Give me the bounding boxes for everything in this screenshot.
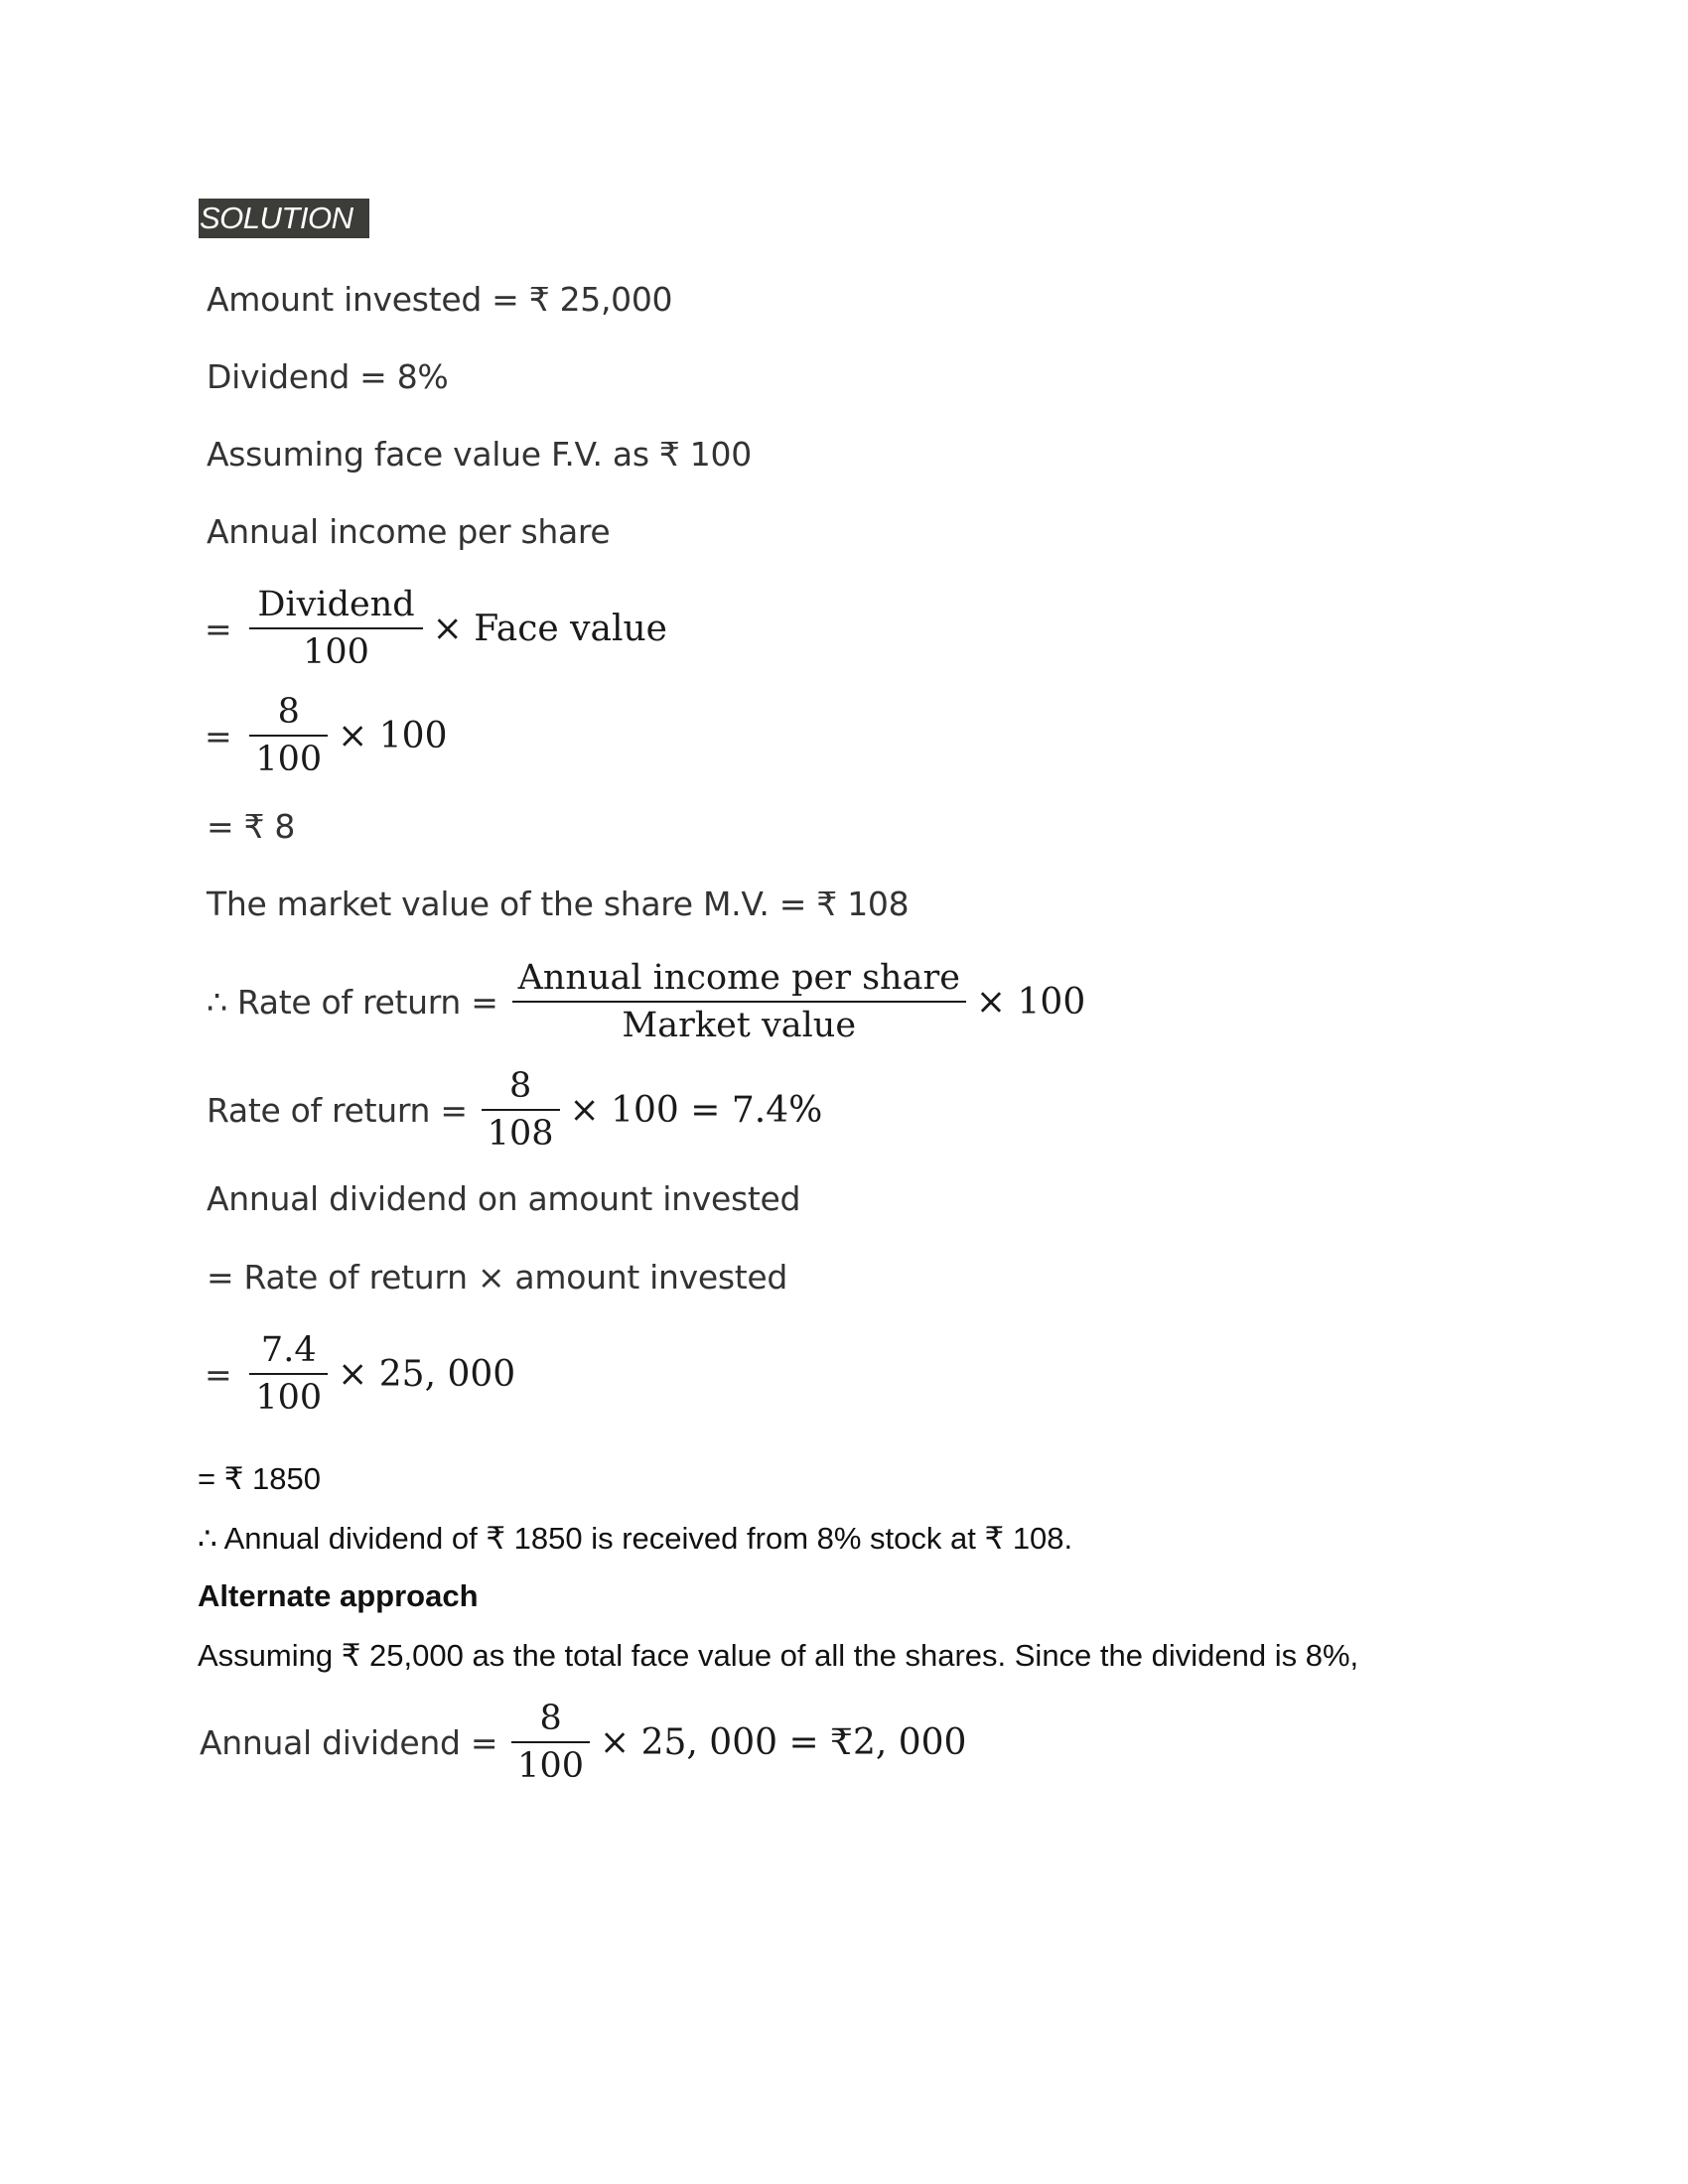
annual-dividend-calc xyxy=(205,1327,515,1421)
denominator: 100 xyxy=(303,632,369,672)
annual-dividend-formula: = Rate of return × amount invested xyxy=(207,1258,788,1297)
denominator: 100 xyxy=(517,1746,584,1786)
numerator: Dividend xyxy=(257,585,415,624)
alternate-result: × 25, 000 = ₹2, 000 xyxy=(599,1721,967,1763)
alternate-approach-text: Assuming ₹ 25,000 as the total face value of all the shares. Since the dividend is 8%, xyxy=(198,1638,1359,1673)
face-value-line: Assuming face value F.V. as ₹ 100 xyxy=(207,435,752,474)
rate-of-return-formula xyxy=(207,955,1085,1048)
fraction xyxy=(482,1063,560,1157)
annual-dividend-label: Annual dividend on amount invested xyxy=(207,1179,801,1218)
rate-lhs: ∴ Rate of return = xyxy=(207,982,498,1022)
equals-sign: = xyxy=(205,609,232,648)
annual-income-formula xyxy=(205,582,667,675)
numerator: 8 xyxy=(277,692,300,732)
solution-heading: SOLUTION xyxy=(199,199,369,238)
rate-of-return-calc xyxy=(207,1063,822,1157)
annual-income-substitution xyxy=(205,689,448,782)
annual-income-result: = ₹ 8 xyxy=(207,807,296,846)
fraction xyxy=(249,1327,328,1421)
fraction xyxy=(249,582,422,675)
dividend-line: Dividend = 8% xyxy=(207,357,449,396)
numerator: Annual income per share xyxy=(517,958,960,998)
alternate-lhs: Annual dividend = xyxy=(200,1722,498,1762)
multiplier: × 100 xyxy=(975,981,1086,1023)
fraction xyxy=(249,689,328,782)
annual-income-label: Annual income per share xyxy=(207,512,611,551)
denominator: 100 xyxy=(255,1378,323,1418)
fraction xyxy=(512,955,966,1048)
annual-dividend-result: = ₹ 1850 xyxy=(198,1461,322,1496)
equals-sign: = xyxy=(205,1354,232,1394)
alternate-approach-heading: Alternate approach xyxy=(198,1578,479,1613)
numerator: 8 xyxy=(539,1699,562,1738)
numerator: 8 xyxy=(508,1066,532,1106)
conclusion-line: ∴ Annual dividend of ₹ 1850 is received from 8% stock at ₹ 108. xyxy=(198,1521,1073,1556)
market-value-line: The market value of the share M.V. = ₹ 108 xyxy=(207,885,910,923)
fraction xyxy=(511,1696,590,1789)
denominator: 100 xyxy=(255,740,323,779)
alternate-dividend-calc xyxy=(200,1696,966,1789)
denominator: Market value xyxy=(622,1006,857,1045)
amount-invested-line: Amount invested = ₹ 25,000 xyxy=(207,280,673,319)
multiplier: × Face value xyxy=(432,608,667,649)
rate-lhs: Rate of return = xyxy=(207,1090,468,1130)
denominator: 108 xyxy=(487,1114,554,1154)
multiplier: × 25, 000 xyxy=(338,1353,516,1395)
multiplier: × 100 xyxy=(338,715,448,756)
equals-sign: = xyxy=(205,716,232,755)
numerator: 7.4 xyxy=(260,1330,317,1370)
rate-result: × 100 = 7.4% xyxy=(569,1089,823,1131)
